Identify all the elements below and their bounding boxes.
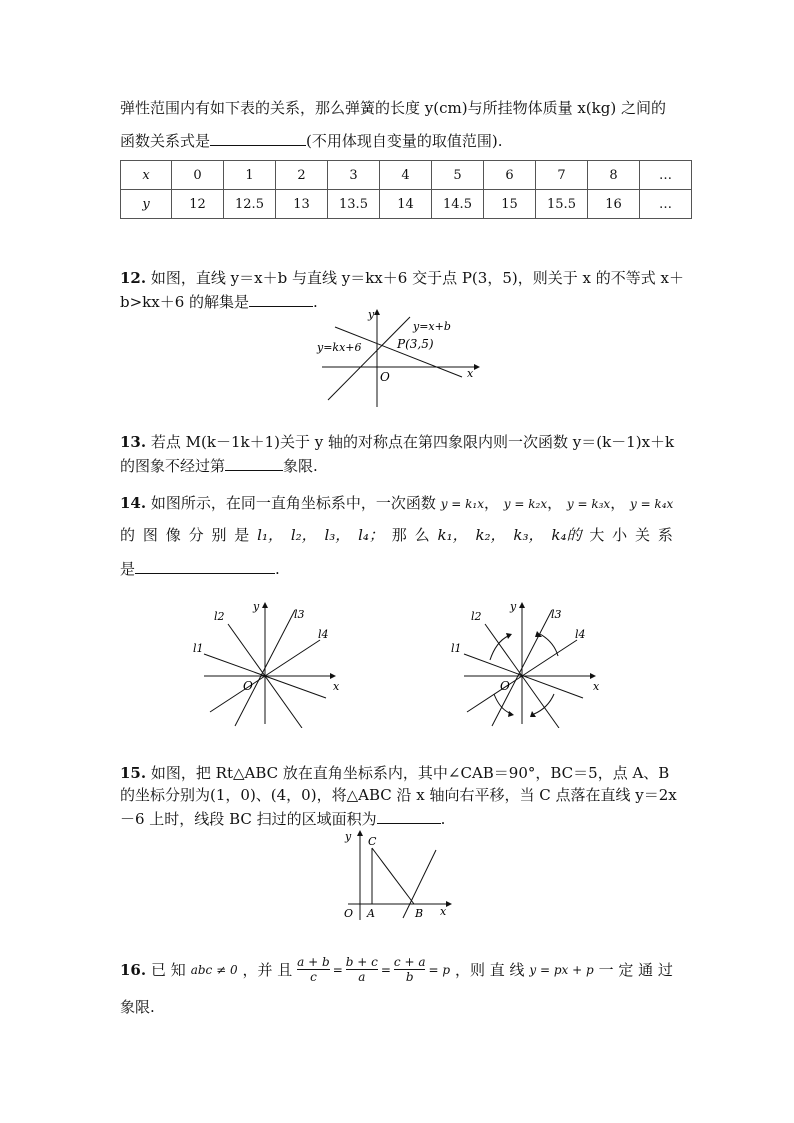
table-cell: 16 <box>588 190 640 219</box>
q13-text1: 若点 M(k－1k＋1)关于 y 轴的对称点在第四象限内则一次函数 y＝(k－1)x＋k <box>150 433 675 451</box>
q14-word: k₁， <box>437 526 468 544</box>
q14-word: 关 <box>635 526 651 544</box>
q12-text1: 如图，直线 y＝x＋b 与直线 y＝kx＋6 交于点 P(3，5)，则关于 x 的不等式 x＋ <box>150 269 684 287</box>
q14-word: 么 <box>414 526 430 544</box>
label-x: x <box>440 905 447 918</box>
table-cell: 15.5 <box>536 190 588 219</box>
q16-text-b: ，并 且 <box>242 960 293 979</box>
q11-line2-b: (不用体现自变量的取值范围). <box>306 132 503 150</box>
table-cell: 2 <box>276 161 328 190</box>
fraction <box>346 955 378 984</box>
q14-figure-right <box>450 598 610 728</box>
numerator: a + b <box>297 955 330 969</box>
q14-word: 分 <box>188 526 204 544</box>
q16-text-a: 已 知 <box>151 960 186 979</box>
label-a: A <box>367 907 375 920</box>
q13-answer-blank <box>225 454 283 471</box>
q12-line1 <box>120 268 684 288</box>
table-cell: 5 <box>432 161 484 190</box>
numerator: b + c <box>345 955 378 969</box>
denominator: a <box>346 969 378 984</box>
label-point-p: P(3,5) <box>397 337 434 351</box>
label-y: y <box>368 308 375 321</box>
q15-number: 15. <box>120 764 147 782</box>
q14-word: l₁， <box>257 526 283 544</box>
label-l4: l4 <box>318 628 329 641</box>
q14-text1: 如图所示，在同一直角坐标系中，一次函数 <box>150 494 436 512</box>
y-axis-arrow <box>519 602 525 608</box>
q14-func2: y = k₂x <box>503 497 548 511</box>
y-axis-arrow <box>357 830 363 836</box>
q11-table <box>120 160 692 219</box>
q16-eq-p: = p <box>428 962 451 977</box>
label-x: x <box>467 367 474 380</box>
q12-line2 <box>120 290 318 312</box>
q13-line2 <box>120 454 318 476</box>
q14-word: 像 <box>165 526 181 544</box>
table-cell: 13.5 <box>328 190 380 219</box>
q14-line2 <box>120 525 673 545</box>
denominator: b <box>394 969 426 984</box>
q14-word: l₄； <box>358 526 384 544</box>
label-x: x <box>333 680 340 693</box>
table-cell: 12.5 <box>224 190 276 219</box>
label-origin: O <box>243 679 253 693</box>
q13-line1 <box>120 432 674 452</box>
table-cell: 14 <box>380 190 432 219</box>
x-axis-arrow <box>590 673 596 679</box>
q14-word: 的 <box>120 526 136 544</box>
q15-answer-blank <box>377 807 441 824</box>
label-y: y <box>253 600 260 613</box>
label-l2: l2 <box>471 610 482 623</box>
table-cell: 8 <box>588 161 640 190</box>
q14-word: l₃， <box>324 526 351 544</box>
q15-text3b: . <box>440 810 446 828</box>
q16-number: 16. <box>120 960 147 979</box>
rotation-arrow-upper-left <box>490 636 508 660</box>
q11-line2 <box>120 129 503 151</box>
label-line1: y=x+b <box>413 320 451 333</box>
table-cell: 14.5 <box>432 190 484 219</box>
label-line2: y=kx+6 <box>317 341 362 354</box>
label-l1: l1 <box>193 642 204 655</box>
q14-word: l₂， <box>290 526 317 544</box>
table-cell: 0 <box>172 161 224 190</box>
q15-figure <box>338 826 458 924</box>
q12-number: 12. <box>120 269 147 287</box>
rotation-arrow-upper-right <box>540 634 558 656</box>
q14-word: 小 <box>612 526 628 544</box>
q14-func1: y = k₁x <box>440 497 484 511</box>
q14-word: 那 <box>391 526 407 544</box>
label-y: y <box>345 830 352 843</box>
q14-word: 是 <box>234 526 250 544</box>
label-y: y <box>510 600 517 613</box>
q16-equation: $\frac{a + b}{c}$ = $\frac{b + c}{a}$ = $\frac{c + a}{b}$ = p <box>297 955 451 984</box>
q15-text1: 如图，把 Rt△ABC 放在直角坐标系内，其中∠CAB＝90°，BC＝5，点 A、B <box>150 764 670 782</box>
q15-text3a: －6 上时，线段 BC 扫过的区域面积为 <box>120 810 377 828</box>
q14-line3 <box>120 557 280 579</box>
q11-line2-a: 函数关系式是 <box>120 132 211 150</box>
q13-number: 13. <box>120 433 147 451</box>
q14-word: k₂， <box>475 526 506 544</box>
q14-number: 14. <box>120 494 147 512</box>
label-l3: l3 <box>294 608 305 621</box>
q13-text2b: 象限. <box>283 457 318 475</box>
q12-text2b: . <box>313 293 318 311</box>
q16-condition: abc ≠ 0 <box>190 962 238 977</box>
table-header-y: y <box>121 190 172 219</box>
segment-bc <box>372 848 414 904</box>
q12-text2a: b>kx＋6 的解集是 <box>120 293 250 311</box>
q15-line1 <box>120 763 669 783</box>
label-c: C <box>368 835 377 848</box>
q14-line1: 14. 如图所示，在同一直角坐标系中，一次函数 y = k₁x， y = k₂x， y = k₃x， y = k₄x <box>120 494 674 512</box>
q14-word: k₄的 <box>551 526 582 544</box>
label-origin: O <box>344 907 354 920</box>
x-axis-arrow <box>446 901 452 907</box>
label-x: x <box>593 680 600 693</box>
q16-line2: 象限. <box>120 998 155 1016</box>
q12-figure <box>310 305 480 410</box>
table-cell: 4 <box>380 161 432 190</box>
table-row <box>121 161 692 190</box>
table-cell: 12 <box>172 190 224 219</box>
q14-word: 系 <box>657 526 673 544</box>
label-origin: O <box>380 370 390 384</box>
numerator: c + a <box>393 955 426 969</box>
fraction <box>297 955 330 984</box>
q14-word: k₃， <box>513 526 544 544</box>
q14-answer-blank <box>135 557 275 574</box>
q16-text-c: ，则 直 线 <box>454 960 525 979</box>
table-row <box>121 190 692 219</box>
q14-func4: y = k₄x <box>629 497 674 511</box>
q15-line2: 的坐标分别为(1，0)、(4，0)，将△ABC 沿 x 轴向右平移，当 C 点落在直线 y＝2x <box>120 786 677 804</box>
label-l3: l3 <box>551 608 562 621</box>
q14-text3a: 是 <box>120 560 136 578</box>
q14-text3b: . <box>275 560 280 578</box>
fraction <box>394 955 426 984</box>
q14-word: 别 <box>211 526 227 544</box>
label-origin: O <box>500 679 510 693</box>
x-axis-arrow <box>474 364 480 370</box>
table-cell: 1 <box>224 161 276 190</box>
table-cell: … <box>640 190 692 219</box>
label-b: B <box>415 907 424 920</box>
q11-line1: 弹性范围内有如下表的关系，那么弹簧的长度 y(cm)与所挂物体质量 x(kg) 之间的 <box>120 99 666 117</box>
q11-answer-blank <box>210 129 306 146</box>
table-cell: 13 <box>276 190 328 219</box>
q14-figure-left <box>190 598 350 728</box>
q12-answer-blank <box>249 290 313 307</box>
arrow-head <box>508 711 514 717</box>
table-header-x: x <box>121 161 172 190</box>
q13-text2a: 的图象不经过第 <box>120 457 226 475</box>
q16-text-d: 一 定 通 过 <box>598 960 673 979</box>
y-axis-arrow <box>262 602 268 608</box>
label-l1: l1 <box>451 642 462 655</box>
arrow-head <box>506 633 512 639</box>
table-cell: 3 <box>328 161 380 190</box>
label-l2: l2 <box>214 610 225 623</box>
label-l4: l4 <box>575 628 586 641</box>
table-cell: … <box>640 161 692 190</box>
q16-line1 <box>120 955 673 984</box>
y-axis-arrow <box>374 309 380 315</box>
q14-word: 大 <box>589 526 605 544</box>
q16-line-eq: y = px + p <box>529 962 594 977</box>
q14-word: 图 <box>142 526 158 544</box>
table-cell: 7 <box>536 161 588 190</box>
table-cell: 15 <box>484 190 536 219</box>
denominator: c <box>297 969 330 984</box>
table-cell: 6 <box>484 161 536 190</box>
q14-func3: y = k₃x <box>566 497 611 511</box>
x-axis-arrow <box>330 673 336 679</box>
